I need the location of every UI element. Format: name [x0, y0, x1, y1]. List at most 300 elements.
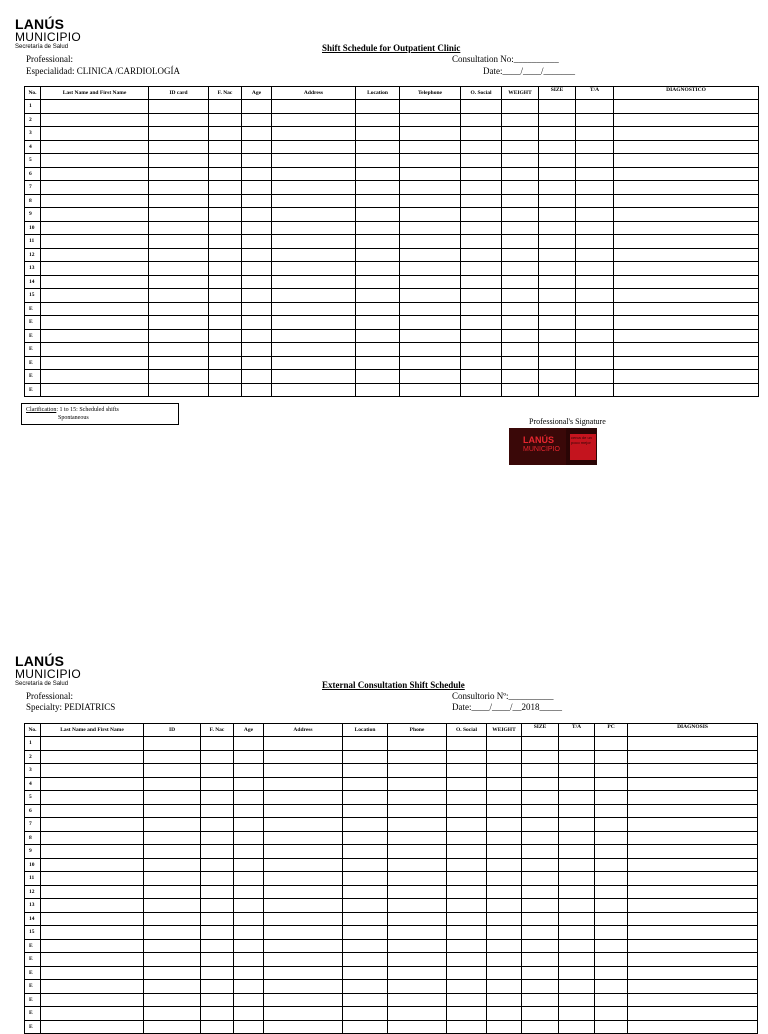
- cell-diagnostico[interactable]: [614, 248, 759, 262]
- cell-pc[interactable]: [595, 993, 628, 1007]
- cell-weight[interactable]: [502, 113, 539, 127]
- cell-age[interactable]: [242, 262, 272, 276]
- cell-last-name-and-first-name[interactable]: [41, 302, 149, 316]
- cell-o-social[interactable]: [461, 383, 502, 397]
- cell-o-social[interactable]: [461, 181, 502, 195]
- cell-diagnostico[interactable]: [614, 370, 759, 384]
- cell-location[interactable]: [343, 899, 388, 913]
- cell-address[interactable]: [264, 966, 343, 980]
- cell-phone[interactable]: [388, 777, 447, 791]
- cell-size[interactable]: [522, 831, 559, 845]
- cell-o-social[interactable]: [447, 750, 487, 764]
- cell-address[interactable]: [264, 926, 343, 940]
- cell-weight[interactable]: [487, 818, 522, 832]
- cell-f-nac[interactable]: [201, 912, 234, 926]
- cell-size[interactable]: [522, 939, 559, 953]
- cell-f-nac[interactable]: [209, 235, 242, 249]
- cell-weight[interactable]: [502, 262, 539, 276]
- cell-address[interactable]: [264, 845, 343, 859]
- cell-address[interactable]: [264, 939, 343, 953]
- cell-pc[interactable]: [595, 831, 628, 845]
- cell-diagnostico[interactable]: [614, 140, 759, 154]
- cell-t-a[interactable]: [559, 885, 595, 899]
- cell-last-name-and-first-name[interactable]: [41, 289, 149, 303]
- cell-phone[interactable]: [388, 966, 447, 980]
- cell-last-name-and-first-name[interactable]: [41, 140, 149, 154]
- cell-location[interactable]: [343, 804, 388, 818]
- cell-age[interactable]: [242, 302, 272, 316]
- cell-age[interactable]: [242, 127, 272, 141]
- cell-telephone[interactable]: [400, 329, 461, 343]
- cell-location[interactable]: [356, 356, 400, 370]
- cell-t-a[interactable]: [576, 181, 614, 195]
- cell-id[interactable]: [144, 764, 201, 778]
- cell-address[interactable]: [264, 737, 343, 751]
- date-field[interactable]: Date:____/____/_______: [483, 66, 575, 76]
- cell-diagnosis[interactable]: [628, 777, 758, 791]
- cell-weight[interactable]: [502, 289, 539, 303]
- cell-last-name-and-first-name[interactable]: [41, 208, 149, 222]
- cell-t-a[interactable]: [576, 235, 614, 249]
- cell-size[interactable]: [539, 262, 576, 276]
- cell-location[interactable]: [343, 993, 388, 1007]
- cell-location[interactable]: [356, 248, 400, 262]
- cell-age[interactable]: [234, 939, 264, 953]
- cell-telephone[interactable]: [400, 383, 461, 397]
- cell-f-nac[interactable]: [201, 872, 234, 886]
- cell-weight[interactable]: [487, 926, 522, 940]
- cell-pc[interactable]: [595, 750, 628, 764]
- cell-age[interactable]: [242, 167, 272, 181]
- cell-last-name-and-first-name[interactable]: [41, 831, 144, 845]
- cell-age[interactable]: [242, 248, 272, 262]
- cell-last-name-and-first-name[interactable]: [41, 791, 144, 805]
- cell-location[interactable]: [356, 154, 400, 168]
- cell-o-social[interactable]: [461, 154, 502, 168]
- cell-diagnostico[interactable]: [614, 127, 759, 141]
- cell-weight[interactable]: [502, 370, 539, 384]
- cell-f-nac[interactable]: [201, 845, 234, 859]
- cell-age[interactable]: [234, 791, 264, 805]
- cell-address[interactable]: [272, 167, 356, 181]
- cell-t-a[interactable]: [559, 804, 595, 818]
- cell-o-social[interactable]: [461, 248, 502, 262]
- cell-telephone[interactable]: [400, 275, 461, 289]
- cell-t-a[interactable]: [576, 343, 614, 357]
- cell-id[interactable]: [144, 993, 201, 1007]
- cell-phone[interactable]: [388, 750, 447, 764]
- cell-diagnosis[interactable]: [628, 858, 758, 872]
- cell-diagnostico[interactable]: [614, 208, 759, 222]
- cell-weight[interactable]: [502, 140, 539, 154]
- cell-id-card[interactable]: [149, 383, 209, 397]
- consultation-number-field[interactable]: Consultation No:__________: [452, 54, 559, 64]
- cell-o-social[interactable]: [461, 329, 502, 343]
- cell-location[interactable]: [343, 926, 388, 940]
- cell-o-social[interactable]: [461, 221, 502, 235]
- cell-size[interactable]: [522, 993, 559, 1007]
- cell-t-a[interactable]: [576, 356, 614, 370]
- cell-o-social[interactable]: [447, 791, 487, 805]
- cell-size[interactable]: [522, 737, 559, 751]
- cell-location[interactable]: [356, 289, 400, 303]
- cell-o-social[interactable]: [447, 804, 487, 818]
- cell-location[interactable]: [356, 221, 400, 235]
- cell-f-nac[interactable]: [201, 777, 234, 791]
- cell-last-name-and-first-name[interactable]: [41, 764, 144, 778]
- cell-diagnosis[interactable]: [628, 872, 758, 886]
- cell-t-a[interactable]: [559, 953, 595, 967]
- cell-o-social[interactable]: [461, 140, 502, 154]
- cell-id[interactable]: [144, 953, 201, 967]
- cell-diagnostico[interactable]: [614, 262, 759, 276]
- cell-telephone[interactable]: [400, 248, 461, 262]
- cell-address[interactable]: [264, 804, 343, 818]
- cell-address[interactable]: [264, 899, 343, 913]
- cell-address[interactable]: [264, 980, 343, 994]
- cell-o-social[interactable]: [461, 262, 502, 276]
- cell-size[interactable]: [539, 167, 576, 181]
- cell-f-nac[interactable]: [209, 289, 242, 303]
- cell-last-name-and-first-name[interactable]: [41, 804, 144, 818]
- cell-id-card[interactable]: [149, 127, 209, 141]
- cell-o-social[interactable]: [461, 356, 502, 370]
- cell-size[interactable]: [539, 302, 576, 316]
- cell-address[interactable]: [272, 248, 356, 262]
- cell-size[interactable]: [539, 275, 576, 289]
- cell-pc[interactable]: [595, 777, 628, 791]
- cell-age[interactable]: [234, 1007, 264, 1021]
- cell-weight[interactable]: [502, 194, 539, 208]
- cell-address[interactable]: [264, 831, 343, 845]
- cell-address[interactable]: [264, 858, 343, 872]
- cell-age[interactable]: [234, 831, 264, 845]
- cell-age[interactable]: [234, 966, 264, 980]
- cell-o-social[interactable]: [461, 100, 502, 114]
- cell-phone[interactable]: [388, 804, 447, 818]
- cell-o-social[interactable]: [461, 113, 502, 127]
- cell-o-social[interactable]: [461, 302, 502, 316]
- cell-weight[interactable]: [487, 737, 522, 751]
- cell-location[interactable]: [343, 939, 388, 953]
- cell-diagnostico[interactable]: [614, 275, 759, 289]
- cell-last-name-and-first-name[interactable]: [41, 181, 149, 195]
- cell-age[interactable]: [234, 818, 264, 832]
- cell-phone[interactable]: [388, 818, 447, 832]
- cell-telephone[interactable]: [400, 181, 461, 195]
- cell-size[interactable]: [539, 208, 576, 222]
- cell-telephone[interactable]: [400, 221, 461, 235]
- cell-f-nac[interactable]: [201, 804, 234, 818]
- cell-address[interactable]: [272, 221, 356, 235]
- cell-pc[interactable]: [595, 791, 628, 805]
- cell-t-a[interactable]: [559, 912, 595, 926]
- cell-location[interactable]: [343, 885, 388, 899]
- cell-t-a[interactable]: [576, 370, 614, 384]
- cell-o-social[interactable]: [447, 966, 487, 980]
- cell-last-name-and-first-name[interactable]: [41, 737, 144, 751]
- cell-last-name-and-first-name[interactable]: [41, 750, 144, 764]
- cell-o-social[interactable]: [447, 939, 487, 953]
- cell-telephone[interactable]: [400, 100, 461, 114]
- consultorio-number-field[interactable]: Consultorio Nº:__________: [452, 691, 554, 701]
- cell-location[interactable]: [343, 872, 388, 886]
- cell-size[interactable]: [539, 289, 576, 303]
- cell-id-card[interactable]: [149, 167, 209, 181]
- cell-f-nac[interactable]: [201, 858, 234, 872]
- cell-weight[interactable]: [487, 939, 522, 953]
- cell-o-social[interactable]: [447, 993, 487, 1007]
- cell-weight[interactable]: [487, 764, 522, 778]
- cell-diagnosis[interactable]: [628, 764, 758, 778]
- cell-pc[interactable]: [595, 764, 628, 778]
- cell-phone[interactable]: [388, 980, 447, 994]
- cell-diagnostico[interactable]: [614, 302, 759, 316]
- cell-address[interactable]: [272, 356, 356, 370]
- cell-diagnosis[interactable]: [628, 980, 758, 994]
- cell-age[interactable]: [234, 737, 264, 751]
- cell-t-a[interactable]: [559, 1007, 595, 1021]
- cell-location[interactable]: [343, 858, 388, 872]
- cell-weight[interactable]: [502, 235, 539, 249]
- cell-diagnostico[interactable]: [614, 113, 759, 127]
- cell-t-a[interactable]: [576, 329, 614, 343]
- cell-age[interactable]: [234, 764, 264, 778]
- cell-age[interactable]: [234, 750, 264, 764]
- cell-o-social[interactable]: [447, 858, 487, 872]
- cell-age[interactable]: [242, 208, 272, 222]
- cell-weight[interactable]: [502, 356, 539, 370]
- cell-f-nac[interactable]: [209, 194, 242, 208]
- cell-last-name-and-first-name[interactable]: [41, 127, 149, 141]
- cell-last-name-and-first-name[interactable]: [41, 993, 144, 1007]
- cell-f-nac[interactable]: [209, 221, 242, 235]
- cell-age[interactable]: [242, 235, 272, 249]
- cell-f-nac[interactable]: [201, 831, 234, 845]
- cell-diagnosis[interactable]: [628, 804, 758, 818]
- cell-phone[interactable]: [388, 885, 447, 899]
- cell-o-social[interactable]: [447, 831, 487, 845]
- cell-id-card[interactable]: [149, 289, 209, 303]
- cell-diagnosis[interactable]: [628, 953, 758, 967]
- cell-size[interactable]: [522, 885, 559, 899]
- cell-size[interactable]: [522, 845, 559, 859]
- cell-f-nac[interactable]: [201, 750, 234, 764]
- cell-age[interactable]: [234, 777, 264, 791]
- cell-id-card[interactable]: [149, 302, 209, 316]
- cell-location[interactable]: [356, 113, 400, 127]
- cell-id-card[interactable]: [149, 329, 209, 343]
- cell-o-social[interactable]: [447, 872, 487, 886]
- cell-id[interactable]: [144, 899, 201, 913]
- cell-age[interactable]: [242, 383, 272, 397]
- cell-age[interactable]: [234, 872, 264, 886]
- cell-size[interactable]: [522, 872, 559, 886]
- cell-address[interactable]: [272, 262, 356, 276]
- cell-age[interactable]: [242, 356, 272, 370]
- cell-age[interactable]: [234, 953, 264, 967]
- cell-f-nac[interactable]: [201, 980, 234, 994]
- cell-age[interactable]: [242, 181, 272, 195]
- cell-o-social[interactable]: [447, 912, 487, 926]
- cell-id-card[interactable]: [149, 262, 209, 276]
- cell-address[interactable]: [264, 764, 343, 778]
- cell-address[interactable]: [272, 302, 356, 316]
- cell-phone[interactable]: [388, 858, 447, 872]
- cell-t-a[interactable]: [576, 100, 614, 114]
- cell-id[interactable]: [144, 804, 201, 818]
- cell-phone[interactable]: [388, 953, 447, 967]
- cell-size[interactable]: [539, 383, 576, 397]
- cell-last-name-and-first-name[interactable]: [41, 1007, 144, 1021]
- cell-age[interactable]: [242, 194, 272, 208]
- cell-size[interactable]: [539, 194, 576, 208]
- cell-location[interactable]: [343, 845, 388, 859]
- cell-last-name-and-first-name[interactable]: [41, 167, 149, 181]
- cell-phone[interactable]: [388, 791, 447, 805]
- cell-diagnosis[interactable]: [628, 966, 758, 980]
- cell-age[interactable]: [242, 221, 272, 235]
- cell-size[interactable]: [522, 912, 559, 926]
- cell-weight[interactable]: [487, 777, 522, 791]
- cell-f-nac[interactable]: [201, 926, 234, 940]
- cell-o-social[interactable]: [461, 194, 502, 208]
- cell-age[interactable]: [242, 316, 272, 330]
- cell-pc[interactable]: [595, 899, 628, 913]
- cell-diagnosis[interactable]: [628, 818, 758, 832]
- cell-id-card[interactable]: [149, 370, 209, 384]
- cell-location[interactable]: [356, 275, 400, 289]
- cell-phone[interactable]: [388, 764, 447, 778]
- cell-size[interactable]: [522, 818, 559, 832]
- cell-location[interactable]: [343, 1007, 388, 1021]
- cell-t-a[interactable]: [576, 194, 614, 208]
- cell-last-name-and-first-name[interactable]: [41, 316, 149, 330]
- cell-t-a[interactable]: [559, 966, 595, 980]
- cell-pc[interactable]: [595, 885, 628, 899]
- cell-weight[interactable]: [502, 316, 539, 330]
- cell-id-card[interactable]: [149, 140, 209, 154]
- cell-last-name-and-first-name[interactable]: [41, 899, 144, 913]
- cell-size[interactable]: [539, 221, 576, 235]
- cell-telephone[interactable]: [400, 140, 461, 154]
- cell-weight[interactable]: [502, 154, 539, 168]
- cell-t-a[interactable]: [559, 831, 595, 845]
- cell-size[interactable]: [539, 100, 576, 114]
- cell-last-name-and-first-name[interactable]: [41, 383, 149, 397]
- cell-location[interactable]: [356, 302, 400, 316]
- cell-address[interactable]: [272, 343, 356, 357]
- cell-o-social[interactable]: [447, 845, 487, 859]
- cell-size[interactable]: [539, 235, 576, 249]
- cell-f-nac[interactable]: [209, 248, 242, 262]
- cell-age[interactable]: [242, 100, 272, 114]
- cell-last-name-and-first-name[interactable]: [41, 356, 149, 370]
- cell-t-a[interactable]: [559, 1020, 595, 1034]
- cell-last-name-and-first-name[interactable]: [41, 953, 144, 967]
- cell-size[interactable]: [539, 356, 576, 370]
- cell-telephone[interactable]: [400, 194, 461, 208]
- cell-o-social[interactable]: [447, 980, 487, 994]
- cell-location[interactable]: [356, 194, 400, 208]
- cell-id[interactable]: [144, 980, 201, 994]
- cell-last-name-and-first-name[interactable]: [41, 235, 149, 249]
- cell-size[interactable]: [539, 127, 576, 141]
- cell-location[interactable]: [356, 235, 400, 249]
- cell-telephone[interactable]: [400, 154, 461, 168]
- cell-age[interactable]: [242, 370, 272, 384]
- cell-size[interactable]: [522, 926, 559, 940]
- cell-age[interactable]: [242, 154, 272, 168]
- cell-telephone[interactable]: [400, 370, 461, 384]
- cell-location[interactable]: [343, 777, 388, 791]
- cell-location[interactable]: [356, 262, 400, 276]
- cell-weight[interactable]: [502, 167, 539, 181]
- cell-size[interactable]: [522, 1007, 559, 1021]
- cell-o-social[interactable]: [447, 953, 487, 967]
- cell-f-nac[interactable]: [209, 127, 242, 141]
- cell-f-nac[interactable]: [201, 953, 234, 967]
- cell-f-nac[interactable]: [209, 113, 242, 127]
- cell-size[interactable]: [522, 791, 559, 805]
- cell-t-a[interactable]: [559, 858, 595, 872]
- cell-diagnosis[interactable]: [628, 750, 758, 764]
- cell-t-a[interactable]: [576, 208, 614, 222]
- cell-weight[interactable]: [502, 329, 539, 343]
- cell-size[interactable]: [539, 329, 576, 343]
- cell-id-card[interactable]: [149, 100, 209, 114]
- cell-size[interactable]: [539, 248, 576, 262]
- cell-o-social[interactable]: [461, 316, 502, 330]
- cell-diagnostico[interactable]: [614, 289, 759, 303]
- cell-address[interactable]: [264, 818, 343, 832]
- cell-f-nac[interactable]: [209, 302, 242, 316]
- cell-last-name-and-first-name[interactable]: [41, 262, 149, 276]
- cell-age[interactable]: [234, 980, 264, 994]
- cell-f-nac[interactable]: [209, 275, 242, 289]
- cell-location[interactable]: [343, 764, 388, 778]
- cell-telephone[interactable]: [400, 356, 461, 370]
- cell-phone[interactable]: [388, 1007, 447, 1021]
- cell-size[interactable]: [539, 140, 576, 154]
- cell-f-nac[interactable]: [201, 966, 234, 980]
- cell-weight[interactable]: [487, 831, 522, 845]
- cell-age[interactable]: [242, 140, 272, 154]
- cell-id[interactable]: [144, 926, 201, 940]
- cell-weight[interactable]: [502, 343, 539, 357]
- cell-o-social[interactable]: [461, 370, 502, 384]
- cell-size[interactable]: [522, 777, 559, 791]
- cell-phone[interactable]: [388, 1020, 447, 1034]
- cell-o-social[interactable]: [461, 343, 502, 357]
- cell-location[interactable]: [343, 818, 388, 832]
- cell-t-a[interactable]: [576, 289, 614, 303]
- cell-weight[interactable]: [502, 275, 539, 289]
- cell-t-a[interactable]: [576, 140, 614, 154]
- cell-weight[interactable]: [487, 791, 522, 805]
- cell-f-nac[interactable]: [209, 100, 242, 114]
- cell-location[interactable]: [356, 370, 400, 384]
- cell-location[interactable]: [356, 343, 400, 357]
- cell-f-nac[interactable]: [209, 356, 242, 370]
- cell-diagnostico[interactable]: [614, 235, 759, 249]
- date-field[interactable]: Date:____/____/__2018_____: [452, 702, 562, 712]
- cell-t-a[interactable]: [559, 764, 595, 778]
- cell-diagnosis[interactable]: [628, 831, 758, 845]
- cell-weight[interactable]: [487, 953, 522, 967]
- cell-last-name-and-first-name[interactable]: [41, 100, 149, 114]
- cell-t-a[interactable]: [559, 899, 595, 913]
